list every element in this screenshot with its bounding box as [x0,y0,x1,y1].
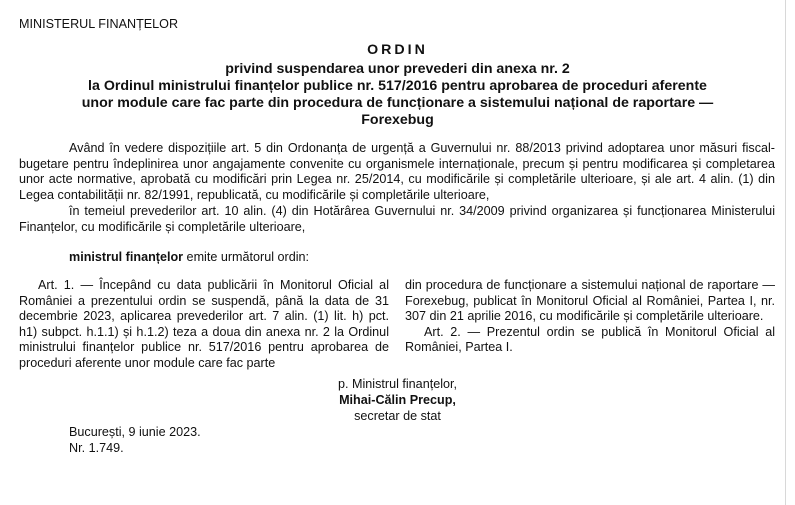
preamble-paragraph-3 [19,250,775,266]
signatory-role: secretar de stat [354,409,441,423]
preamble-paragraph-1: Având în vedere dispozițiile art. 5 din Ordonanța de urgență a Guvernului nr. 88/2013 privind adoptarea unor măsuri fiscal-bugetare pentru îndeplinirea unor angajamente convenite cu organismele internaționale, precum și pentru modificarea și completarea unor acte normative, aprobată cu modificări prin Legea nr. 25/2014, cu modificările și completările ulterioare, și ale art. 4 alin. (1) din Legea contabilității nr. 82/1991, republicată, cu modificările și completările ulterioare, [19,141,775,202]
articles-left-column [19,278,389,372]
issuer-action: emite următorul ordin: [183,250,310,264]
article-1-text: Art. 1. — Începând cu data publicării în Monitorul Oficial al României a prezentului ordin se suspendă, până la data de 31 decembrie 2023, aplicarea prevederilor art. 7 alin. (1) lit. h) pct. h1) subpct. h.1.1) și h.1.2) teza a doua din anexa nr. 2 la Ordinul ministrului finanțelor publice nr. 517/2016 pentru aprobarea de proceduri aferente unor module care fac parte [19,278,389,370]
order-number: Nr. 1.749. [69,441,124,455]
order-subtitle-line-3: unor module care fac parte din procedura de funcționare a sistemului național de raportare — [81,95,714,111]
order-subtitle-line-4: Forexebug [361,112,434,128]
issuer-label: ministrul finanțelor [69,250,184,264]
preamble-paragraph-2: în temeiul prevederilor art. 10 alin. (4) din Hotărârea Guvernului nr. 34/2009 privind organizarea și funcționarea Ministerului Finanțelor, cu modificările și completările ulterioare, [19,204,775,234]
ministry-header: MINISTERUL FINANȚELOR [19,17,179,31]
place-and-date: București, 9 iunie 2023. [69,425,201,439]
order-title: ORDIN [367,42,428,58]
signatory-name: Mihai-Călin Precup, [339,393,456,407]
article-2-text: Art. 2. — Prezentul ordin se publică în Monitorul Oficial al României, Partea I. [405,324,775,355]
articles-right-column [405,278,775,356]
order-subtitle-line-2: la Ordinul ministrului finanțelor publice nr. 517/2016 pentru aprobarea de proceduri aferente [88,78,707,94]
order-subtitle-line-1: privind suspendarea unor prevederi din anexa nr. 2 [225,61,570,77]
article-1-continuation: din procedura de funcționare a sistemului național de raportare — Forexebug, publicat în Monitorul Oficial al României, Partea I, nr. 307 din 21 aprilie 2016, cu modificările și completările ulterioare. [405,278,775,324]
signature-on-behalf: p. Ministrul finanțelor, [338,377,457,391]
